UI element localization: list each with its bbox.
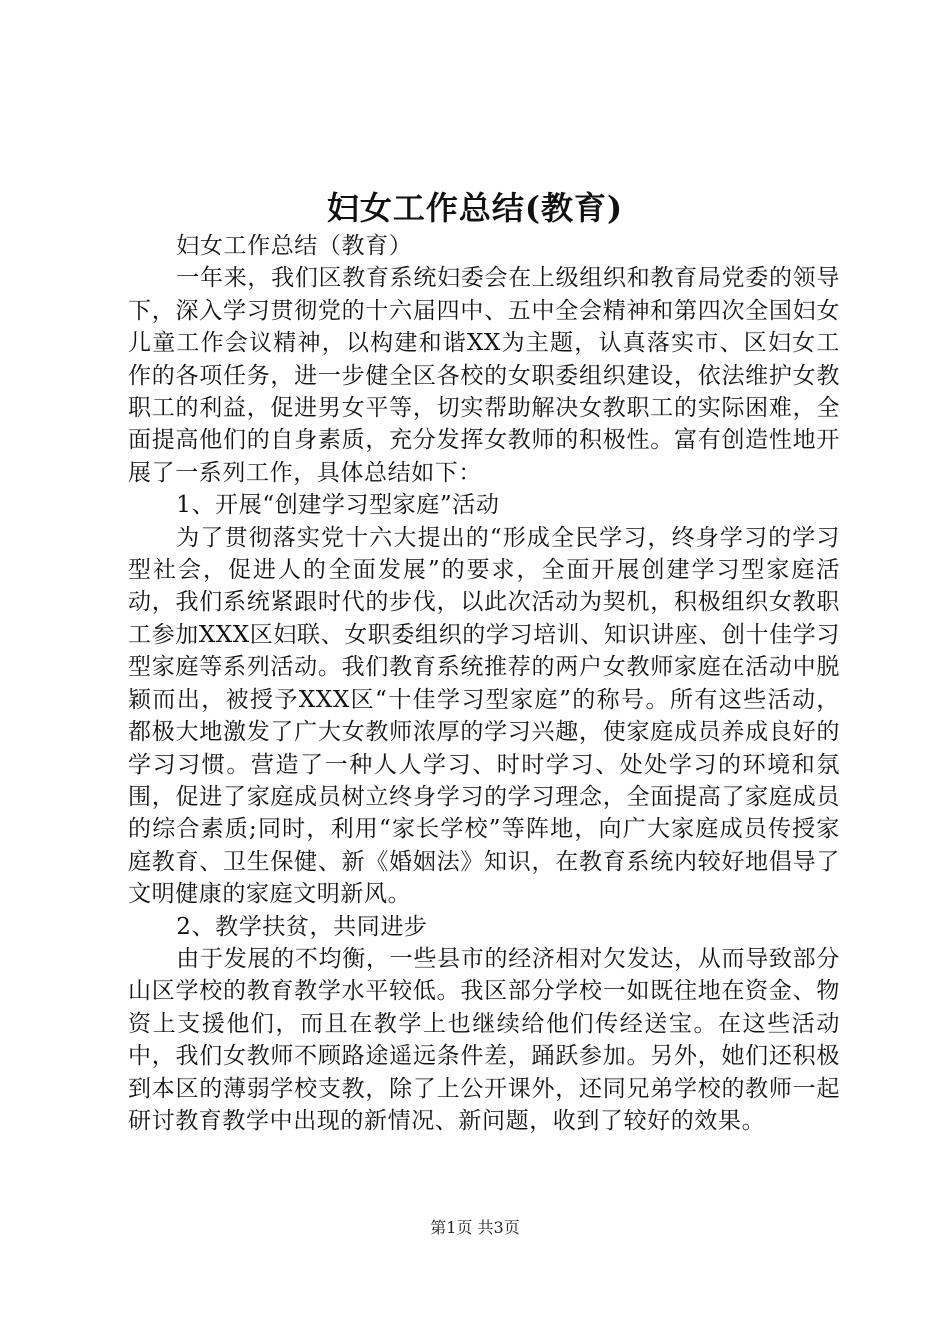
intro-paragraph: 一年来，我们区教育系统妇委会在上级组织和教育局党委的领导下，深入学习贯彻党的十六届四中、五中全会精神和第四次全国妇女儿童工作会议精神，以构建和谐XX为主题，认真落实市、区妇女工作的各项任务，进一步健全区各校的女职委组织建设，依法维护女教职工的利益，促进男女平等，切实帮助解决女教职工的实际困难，全面提高他们的自身素质，充分发挥女教师的积极性。富有创造性地开展了一系列工作，具体总结如下： — [128, 265, 840, 486]
section-heading-2: 2、教学扶贫，共同进步 — [176, 913, 428, 940]
section-heading-1: 1、开展“创建学习型家庭”活动 — [176, 492, 500, 519]
document-body — [128, 230, 840, 1137]
page-footer: 第1页 共3页 — [430, 1218, 520, 1237]
subtitle-paragraph: 妇女工作总结（教育） — [176, 233, 413, 259]
section-2-paragraph: 由于发展的不均衡，一些县市的经济相对欠发达，从而导致部分山区学校的教育教学水平较低。我区部分学校一如既往地在资金、物资上支援他们，而且在教学上也继续给他们传经送宝。在这些活动中，我们女教师不顾路途遥远条件差，踊跃参加。另外，她们还积极到本区的薄弱学校支教，除了上公开课外，还同兄弟学校的教师一起研讨教育教学中出现的新情况、新问题，收到了较好的效果。 — [128, 945, 840, 1134]
document-title: 妇女工作总结(教育) — [326, 189, 624, 227]
section-1-paragraph: 为了贯彻落实党十六大提出的“形成全民学习，终身学习的学习型社会，促进人的全面发展”的要求，全面开展创建学习型家庭活动，我们系统紧跟时代的步伐，以此次活动为契机，积极组织女教职工参加XXX区妇联、女职委组织的学习培训、知识讲座、创十佳学习型家庭等系列活动。我们教育系统推荐的两户女教师家庭在活动中脱颖而出，被授予XXX区“十佳学习型家庭”的称号。所有这些活动，都极大地激发了广大女教师浓厚的学习兴趣，使家庭成员养成良好的学习习惯。营造了一种人人学习、时时学习、处处学习的环境和氛围，促进了家庭成员树立终身学习的学习理念，全面提高了家庭成员的综合素质;同时，利用“家长学校”等阵地，向广大家庭成员传授家庭教育、卫生保健、新《婚姻法》知识，在教育系统内较好地倡导了文明健康的家庭文明新风。 — [128, 524, 840, 908]
